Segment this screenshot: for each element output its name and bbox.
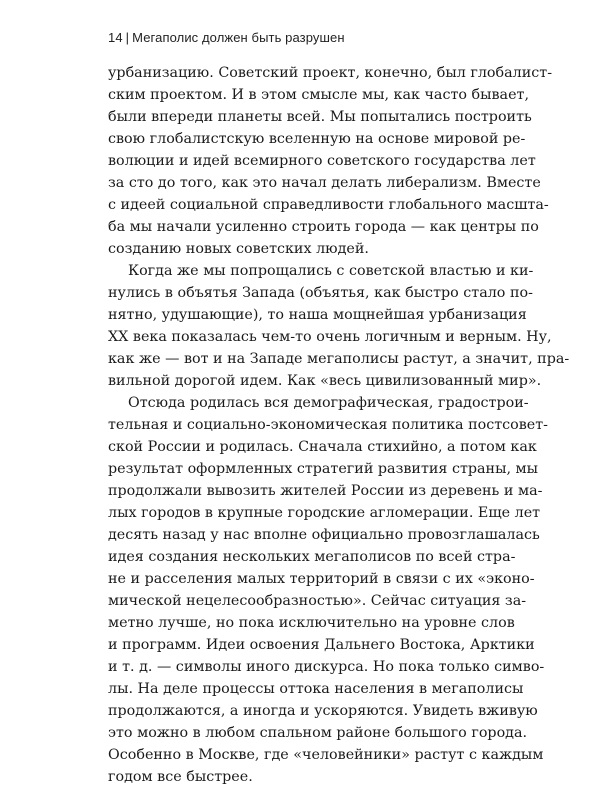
text-line: не и расселения малых территорий в связи с их «эконо- bbox=[108, 571, 535, 587]
paragraph bbox=[108, 62, 553, 260]
text-line: с идеей социальной справедливости глобального масшта- bbox=[108, 197, 549, 213]
header-separator: | bbox=[125, 30, 130, 45]
text-line: лых городов в крупные городские агломерации. Еще лет bbox=[108, 505, 541, 521]
text-line: XX века показалась чем-то очень логичным и верным. Ну, bbox=[108, 329, 552, 345]
text-line: волюции и идей всемирного советского государства лет bbox=[108, 153, 536, 169]
text-line: продолжали вывозить жителей России из деревень и ма- bbox=[108, 483, 543, 499]
text-line: и т. д. — символы иного дискурса. Но пока только симво- bbox=[108, 659, 545, 675]
text-line: результат оформленных стратегий развития страны, мы bbox=[108, 461, 539, 477]
paragraph bbox=[108, 260, 570, 392]
text-line: вильной дорогой идем. Как «весь цивилизованный мир». bbox=[108, 373, 542, 389]
text-line: как же — вот и на Западе мегаполисы растут, а значит, пра- bbox=[108, 351, 570, 367]
page-number: 14 bbox=[108, 30, 123, 45]
text-line: Отсюда родилась вся демографическая, градострои- bbox=[128, 395, 529, 411]
text-line: продолжаются, а иногда и ускоряются. Увидеть вживую bbox=[108, 703, 538, 719]
text-line: метно лучше, но пока исключительно на уровне слов bbox=[108, 615, 515, 631]
text-line: годом все быстрее. bbox=[108, 769, 253, 785]
paragraph bbox=[108, 392, 549, 788]
text-line: это можно в любом спальном районе большого города. bbox=[108, 725, 528, 741]
text-line: Особенно в Москве, где «человейники» растут с каждым bbox=[108, 747, 544, 763]
text-line: Когда же мы попрощались с советской властью и ки- bbox=[128, 263, 534, 279]
text-line: нятно, удушающие), то наша мощнейшая урбанизация bbox=[108, 307, 527, 323]
text-line: за сто до того, как это начал делать либерализм. Вместе bbox=[108, 175, 541, 191]
text-line: мической нецелесообразностью». Сейчас ситуация за- bbox=[108, 593, 527, 609]
text-line: лы. На деле процессы оттока населения в мегаполисы bbox=[108, 681, 524, 697]
text-line: свою глобалистскую вселенную на основе мировой ре- bbox=[108, 131, 526, 147]
text-line: урбанизацию. Советский проект, конечно, был глобалист- bbox=[108, 65, 553, 81]
text-line: ским проектом. И в этом смысле мы, как часто бывает, bbox=[108, 87, 529, 103]
book-title: Мегаполис должен быть разрушен bbox=[132, 30, 345, 45]
running-header bbox=[108, 30, 345, 45]
text-line: десять назад у нас вполне официально провозглашалась bbox=[108, 527, 540, 543]
body-text bbox=[108, 62, 570, 788]
text-line: идея создания нескольких мегаполисов по всей стра- bbox=[108, 549, 516, 565]
text-line: созданию новых советских людей. bbox=[108, 241, 369, 257]
text-line: ской России и родилась. Сначала стихийно, а потом как bbox=[108, 439, 537, 455]
text-line: и программ. Идеи освоения Дальнего Востока, Арктики bbox=[108, 637, 535, 653]
text-line: ба мы начали усиленно строить города — как центры по bbox=[108, 219, 539, 235]
text-line: нулись в объятья Запада (объятья, как быстро стало по- bbox=[108, 285, 533, 301]
text-line: были впереди планеты всей. Мы попытались построить bbox=[108, 109, 532, 125]
text-line: тельная и социально-экономическая политика постсовет- bbox=[108, 417, 549, 433]
